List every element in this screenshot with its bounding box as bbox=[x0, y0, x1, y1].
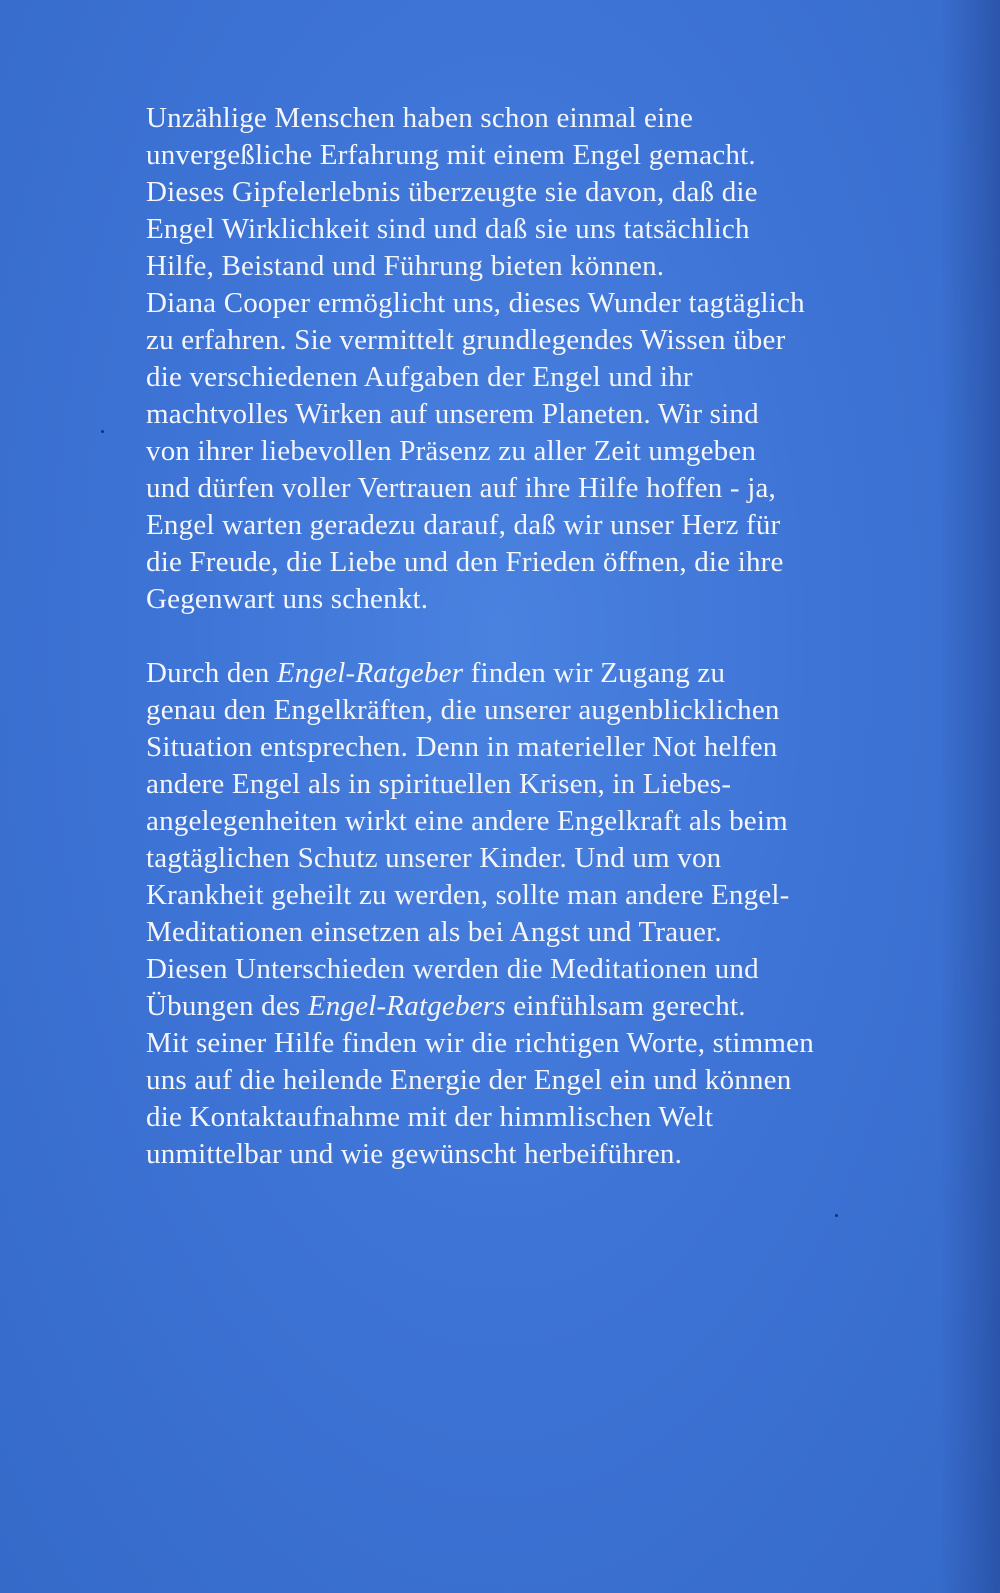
text-segment: Diana Cooper ermöglicht uns, dieses Wunder tagtäglich bbox=[146, 287, 805, 319]
blurb-text bbox=[146, 100, 936, 1173]
text-segment: und dürfen voller Vertrauen auf ihre Hilfe hoffen - ja, bbox=[146, 472, 776, 504]
text-line bbox=[146, 729, 936, 766]
text-segment: Dieses Gipfelerlebnis überzeugte sie davon, daß die bbox=[146, 176, 758, 208]
text-segment: Durch den bbox=[146, 657, 277, 689]
text-line bbox=[146, 951, 936, 988]
text-line bbox=[146, 655, 936, 692]
text-segment: unvergeßliche Erfahrung mit einem Engel gemacht. bbox=[146, 139, 756, 171]
text-segment: uns auf die heilende Energie der Engel ein und können bbox=[146, 1064, 792, 1096]
text-line bbox=[146, 507, 936, 544]
text-line bbox=[146, 840, 936, 877]
text-line bbox=[146, 877, 936, 914]
text-segment: tagtäglichen Schutz unserer Kinder. Und um von bbox=[146, 842, 722, 874]
text-segment: die Kontaktaufnahme mit der himmlischen Welt bbox=[146, 1101, 714, 1133]
text-line bbox=[146, 470, 936, 507]
text-segment: von ihrer liebevollen Präsenz zu aller Zeit umgeben bbox=[146, 435, 757, 467]
text-line bbox=[146, 359, 936, 396]
text-segment: Unzählige Menschen haben schon einmal eine bbox=[146, 102, 694, 134]
paragraph-gap bbox=[146, 618, 936, 655]
text-line bbox=[146, 1062, 936, 1099]
text-line bbox=[146, 285, 936, 322]
text-line bbox=[146, 211, 936, 248]
text-segment: die Freude, die Liebe und den Frieden öffnen, die ihre bbox=[146, 546, 784, 578]
text-segment: Situation entsprechen. Denn in materieller Not helfen bbox=[146, 731, 778, 763]
print-speck bbox=[101, 430, 104, 433]
text-line bbox=[146, 914, 936, 951]
text-line bbox=[146, 100, 936, 137]
text-line bbox=[146, 766, 936, 803]
text-segment: Meditationen einsetzen als bei Angst und Trauer. bbox=[146, 916, 722, 948]
text-line bbox=[146, 248, 936, 285]
text-line bbox=[146, 433, 936, 470]
book-title-italic: Engel-Ratgebers bbox=[307, 990, 506, 1022]
text-segment: die verschiedenen Aufgaben der Engel und ihr bbox=[146, 361, 693, 393]
text-segment: andere Engel als in spirituellen Krisen, in Liebes- bbox=[146, 768, 732, 800]
paragraph bbox=[146, 100, 936, 618]
text-segment: angelegenheiten wirkt eine andere Engelkraft als beim bbox=[146, 805, 788, 837]
text-segment: Mit seiner Hilfe finden wir die richtigen Worte, stimmen bbox=[146, 1027, 814, 1059]
text-segment: finden wir Zugang zu bbox=[463, 657, 726, 689]
book-title-italic: Engel-Ratgeber bbox=[276, 657, 464, 689]
text-segment: Engel Wirklichkeit sind und daß sie uns tatsächlich bbox=[146, 213, 750, 245]
text-segment: genau den Engelkräften, die unserer augenblicklichen bbox=[146, 694, 780, 726]
text-segment: unmittelbar und wie gewünscht herbeiführen. bbox=[146, 1138, 683, 1170]
text-line bbox=[146, 396, 936, 433]
text-line bbox=[146, 322, 936, 359]
text-line bbox=[146, 174, 936, 211]
text-segment: Übungen des bbox=[146, 990, 308, 1022]
text-segment: Engel warten geradezu darauf, daß wir unser Herz für bbox=[146, 509, 781, 541]
text-line bbox=[146, 803, 936, 840]
print-speck bbox=[835, 1214, 838, 1217]
text-segment: Krankheit geheilt zu werden, sollte man andere Engel- bbox=[146, 879, 790, 911]
text-line bbox=[146, 137, 936, 174]
text-segment: Gegenwart uns schenkt. bbox=[146, 583, 429, 615]
text-segment: einfühlsam gerecht. bbox=[505, 990, 746, 1022]
paragraph bbox=[146, 655, 936, 1173]
text-line bbox=[146, 692, 936, 729]
text-line bbox=[146, 581, 936, 618]
text-segment: zu erfahren. Sie vermittelt grundlegendes Wissen über bbox=[146, 324, 786, 356]
text-line bbox=[146, 1099, 936, 1136]
text-line bbox=[146, 1025, 936, 1062]
text-segment: Diesen Unterschieden werden die Meditationen und bbox=[146, 953, 759, 985]
text-segment: Hilfe, Beistand und Führung bieten können. bbox=[146, 250, 665, 282]
text-segment: machtvolles Wirken auf unserem Planeten. Wir sind bbox=[146, 398, 759, 430]
text-line bbox=[146, 1136, 936, 1173]
text-line bbox=[146, 544, 936, 581]
text-line bbox=[146, 988, 936, 1025]
